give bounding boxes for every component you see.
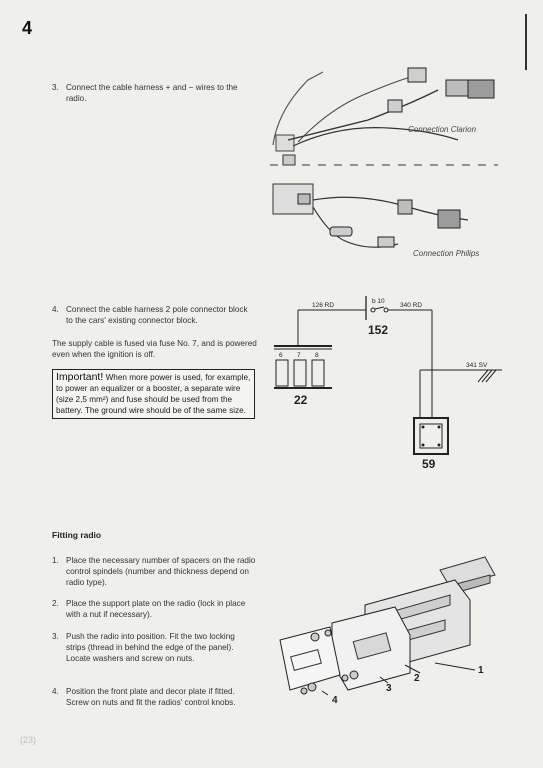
- fuse-label: b 10: [372, 298, 385, 305]
- connector-block: [446, 80, 468, 96]
- important-title: Important!: [56, 371, 104, 383]
- wire-341-label: 341 SV: [466, 362, 488, 369]
- fitting-radio-heading: Fitting radio: [52, 530, 102, 540]
- step-4: [52, 304, 256, 326]
- connector-block: [378, 237, 394, 247]
- block-59-label: 59: [422, 457, 436, 471]
- radio-assembly-illustration: [270, 545, 520, 715]
- fuse-8: [312, 360, 324, 386]
- step-number: 4.: [52, 305, 59, 314]
- fuse-6: [276, 360, 288, 386]
- callout-3: 3: [386, 683, 392, 694]
- callout-4: 4: [332, 695, 338, 706]
- fitting-step-3: [52, 631, 256, 665]
- step-text: Push the radio into position. Fit the two locking strips (thread in behind the edge of the panel). Locate washers and screw on nuts.: [66, 632, 235, 664]
- fitting-step-1: [52, 555, 256, 589]
- block-152-label: 152: [368, 323, 389, 337]
- step-number: 4.: [52, 687, 59, 696]
- section-divider: [270, 162, 500, 168]
- connector-block: [388, 100, 402, 112]
- wire-340-label: 340 RD: [400, 302, 423, 309]
- connector-block: [398, 200, 412, 214]
- step-number: 3.: [52, 632, 59, 641]
- clarion-connection-illustration: [268, 50, 498, 170]
- terminal-8: 8: [315, 352, 319, 359]
- connector-block: [408, 68, 426, 82]
- step-text: Place the necessary number of spacers on the radio control spindels (number and thickness depend on radio type).: [66, 556, 256, 588]
- connector-block: [438, 210, 460, 228]
- step-text: Place the support plate on the radio (lock in place with a nut if necessary).: [66, 599, 246, 620]
- clarion-caption: Connection Clarion: [408, 125, 477, 134]
- connector-block: [298, 194, 310, 204]
- relay-59: [414, 418, 448, 454]
- step-3: [52, 82, 256, 104]
- edge-mark: [525, 14, 527, 70]
- terminal-6: 6: [279, 352, 283, 359]
- callout-2: 2: [414, 673, 420, 684]
- step-text: Position the front plate and decor plate if fitted. Screw on nuts and fit the radios' control knobs.: [66, 687, 236, 708]
- harness-wire: [273, 72, 323, 145]
- important-box: [52, 369, 255, 419]
- fitting-step-4: [52, 686, 256, 708]
- important-text: When more power is used, for example, to power an equalizer or a booster, a separate wire (size 2,5 mm²) and fuse should be used from the battery. The ground wire should be of the same size.: [56, 373, 251, 415]
- fuse-terminal: [371, 308, 375, 312]
- footer-mark: (23): [20, 735, 37, 745]
- fuse-7: [294, 360, 306, 386]
- block-22-label: 22: [294, 393, 308, 407]
- page-number: 4: [22, 18, 33, 38]
- wiring-diagram: [270, 290, 510, 485]
- fitting-step-2: [52, 598, 256, 620]
- callout-1: 1: [478, 665, 484, 676]
- knob-spindle: [311, 633, 319, 641]
- radio-box: [276, 135, 294, 151]
- inline-fuse-holder: [330, 227, 352, 236]
- step-number: 3.: [52, 83, 59, 92]
- wire-126-label: 126 RD: [312, 302, 335, 309]
- fuse-terminal: [384, 308, 388, 312]
- step-number: 1.: [52, 556, 59, 565]
- terminal-7: 7: [297, 352, 301, 359]
- philips-connection-illustration: [268, 172, 498, 272]
- step-number: 2.: [52, 599, 59, 608]
- supply-note: The supply cable is fused via fuse No. 7, and is powered even when the ignition is off.: [52, 339, 257, 359]
- connector-block: [468, 80, 494, 98]
- decor-plate: [280, 627, 340, 690]
- philips-caption: Connection Philips: [413, 249, 480, 258]
- step-text: Connect the cable harness 2 pole connector block to the cars' existing connector block.: [66, 305, 248, 326]
- step-text: Connect the cable harness + and − wires to the radio.: [66, 83, 238, 104]
